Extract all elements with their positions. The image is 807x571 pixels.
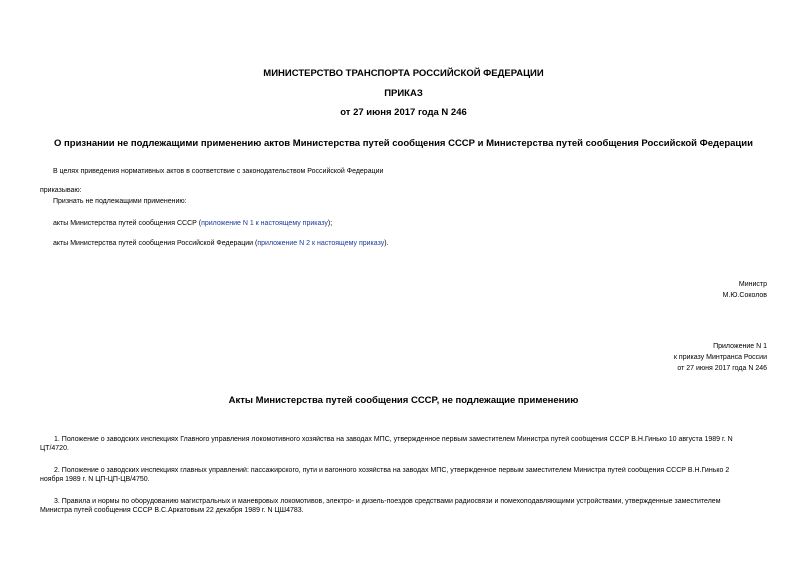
item-text: акты Министерства путей сообщения Российской Федерации (: [53, 240, 258, 247]
list-item-ussr-acts: [53, 220, 332, 227]
document-title: О признании не подлежащими применению актов Министерства путей сообщения СССР и Министерства путей сообщения Российской Федерации: [54, 138, 753, 149]
list-item: [40, 436, 767, 452]
order-word: приказываю:: [40, 187, 82, 194]
ministry-heading: МИНИСТЕРСТВО ТРАНСПОРТА РОССИЙСКОЙ ФЕДЕРАЦИИ: [263, 68, 544, 79]
appendix-1-link[interactable]: приложение N 1 к настоящему приказу: [201, 220, 328, 227]
appendix-2-link[interactable]: приложение N 2 к настоящему приказу: [257, 240, 385, 247]
recognize-text: Признать не подлежащими применению:: [53, 198, 187, 205]
list-item-rf-acts: [53, 240, 388, 247]
item-end: );: [327, 220, 333, 227]
signature-position: Министр: [738, 281, 767, 288]
item-line: ЦТ/4720.: [40, 445, 69, 452]
item-text: акты Министерства путей сообщения СССР (: [53, 220, 202, 227]
item-line: Министра путей сообщения СССР В.С.Аркатовым 22 декабря 1989 г. N ЦШ4783.: [40, 507, 304, 514]
list-item: [40, 467, 767, 483]
item-line: 2. Положение о заводских инспекциях главных управлений: пассажирского, пути и вагонного хозяйства на заводах МПС, утвержденное первым заместителем Министра путей сообщения СССР В.Н.Гинько 2: [54, 467, 730, 474]
item-line: 3. Правила и нормы по оборудованию магистральных и маневровых локомотивов, электро- и дизель-поездов средствами радиосвязи и помехоподавляющими устройствами, утвержденные заместителем: [54, 498, 721, 505]
signature-name: М.Ю.Соколов: [722, 292, 767, 299]
appendix-title: Акты Министерства путей сообщения СССР, не подлежащие применению: [228, 395, 579, 406]
order-type-heading: ПРИКАЗ: [384, 88, 423, 99]
appendix-reference: к приказу Минтранса России: [673, 354, 767, 361]
item-end: ).: [384, 240, 389, 247]
appendix-label: Приложение N 1: [713, 343, 767, 350]
order-date-number: от 27 июня 2017 года N 246: [340, 107, 467, 118]
item-line: ноября 1989 г. N ЦП-ЦП-ЦВ/4750.: [40, 476, 150, 483]
item-line: 1. Положение о заводских инспекциях Главного управления локомотивного хозяйства на заводах МПС, утвержденное первым заместителем Министра путей сообщения СССР В.Н.Гинько 10 августа 1989 г. N: [54, 436, 733, 443]
list-item: [40, 498, 767, 514]
appendix-date: от 27 июня 2017 года N 246: [677, 365, 767, 372]
preamble-text: В целях приведения нормативных актов в соответствие с законодательством Российской Федерации: [53, 168, 384, 175]
